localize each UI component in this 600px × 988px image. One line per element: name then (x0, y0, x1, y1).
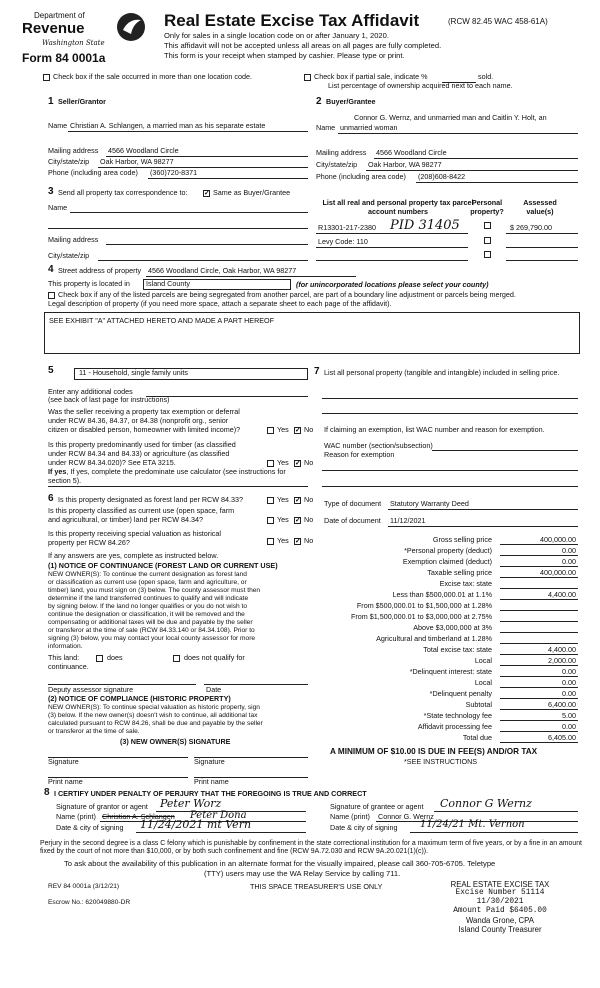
tax-row-line (500, 544, 578, 545)
assessed-value: $ 269,790.00 (510, 223, 552, 232)
personal-property-checkbox-3[interactable] (484, 251, 491, 258)
legal-description-box[interactable] (44, 312, 580, 354)
parcel-col2: Personal property? (470, 198, 504, 216)
s6-q3-line1: Is this property receiving special valuation as historical (48, 529, 221, 538)
seller-mailing-label: Mailing address (48, 146, 99, 155)
tax-row-label: Total due (462, 733, 492, 742)
tax-row-label: *Delinquent interest: state (409, 667, 492, 676)
tax-row-value: 6,400.00 (548, 700, 576, 709)
doc-date-value: 11/12/2021 (390, 516, 426, 525)
q1-line3: citizen or disabled person, homeowner with limited income)? (48, 425, 241, 434)
tax-row-line (500, 643, 578, 644)
tax-row-value: 0.00 (562, 722, 576, 731)
tax-row-line (500, 698, 578, 699)
parcel-handwritten: PID 31405 (390, 218, 460, 233)
seller-heading: Seller/Grantor (58, 97, 106, 106)
dept-line1: Department of (34, 11, 85, 20)
q2-note-line2: section 5). (48, 476, 82, 485)
sold-label: sold. (478, 72, 494, 81)
buyer-heading: Buyer/Grantee (326, 97, 376, 106)
compliance-heading: (2) NOTICE OF COMPLIANCE (HISTORIC PROPERTY) (48, 694, 231, 703)
grantor-name-label: Name (print) (56, 812, 96, 821)
grantee-name-label: Name (print) (330, 812, 370, 821)
section-6-number: 6 (48, 493, 54, 504)
tax-row-label: *Personal property (deduct) (404, 546, 492, 555)
q2-line2: under RCW 84.34 and 84.33) or agriculture (as classified (48, 449, 230, 458)
s6-q2-no-checkbox[interactable]: ✓ (295, 517, 301, 524)
does-label: does (107, 653, 123, 662)
tax-row-line (500, 599, 578, 600)
s6-q2-line1: Is this property classified as current use (open space, farm (48, 506, 235, 515)
section-2-number: 2 (316, 96, 322, 107)
tax-row-line (500, 742, 578, 743)
q2-no-checkbox[interactable]: ✓ (295, 460, 301, 467)
see-instructions: *SEE INSTRUCTIONS (404, 757, 478, 766)
buyer-mailing-label: Mailing address (316, 148, 367, 157)
tax-row-line (500, 665, 578, 666)
compliance-line4: or transferor at the time of sale. (48, 728, 140, 735)
dept-line2: Revenue (22, 20, 85, 37)
rev-number: REV 84 0001a (3/12/21) (48, 883, 120, 890)
s6-q1-yes-checkbox[interactable] (267, 497, 274, 504)
buyer-mailing-value: 4566 Woodland Circle (376, 148, 447, 157)
personal-property-checkbox-1[interactable] (484, 222, 491, 229)
grantor-name-value: Christian A. Schlangen (102, 812, 175, 821)
tax-row-label: Local (474, 656, 492, 665)
q1-yes-checkbox[interactable] (267, 427, 274, 434)
parcel-col1: List all real and personal property tax parcel account numbers (322, 198, 474, 216)
continuance-line6: continue the designation or classification, it will be removed and the (48, 611, 245, 618)
grantor-sig-label: Signature of grantor or agent (56, 802, 148, 811)
doc-type-value: Statutory Warranty Deed (390, 499, 469, 508)
parcel-number: R13301-217-2380 (318, 223, 376, 232)
section-3-number: 3 (48, 186, 54, 197)
seller-city-label: City/state/zip (48, 157, 90, 166)
revenue-logo (20, 8, 150, 68)
s6-q3-no-checkbox[interactable]: ✓ (295, 538, 301, 545)
grantor-date-label: Date & city of signing (56, 823, 124, 832)
buyer-city-value: Oak Harbor, WA 98277 (368, 160, 442, 169)
s6-q2-no-label: No (304, 515, 314, 524)
use-code-value: 11 - Household, single family units (79, 368, 188, 377)
s6-q1-no-checkbox[interactable]: ✓ (295, 497, 301, 504)
buyer-name-line2: unmarried woman (340, 123, 398, 132)
multi-location-checkbox[interactable] (43, 74, 50, 81)
q2-no-label: No (304, 458, 314, 467)
wac-label: WAC number (section/subsection) (324, 441, 433, 450)
tax-row-value: 0.00 (562, 557, 576, 566)
perjury-text: Perjury in the second degree is a class C felony which is punishable by confinement in the state correctional institution for a maximum term of five years, or by a fine in an amount fixed by the court of not more than $10,000, or by both such confinement and fine (RCW 9A.72.030 and RCW 9A.20.021(1)(c)). (40, 840, 582, 855)
q2-yes-label: Yes (277, 458, 289, 467)
form-number: Form 84 0001a (22, 51, 106, 65)
county-value: Island County (146, 279, 190, 288)
multi-location-label: Check box if the sale occurred in more than one location code. (53, 72, 252, 81)
tax-row-label: Excise tax: state (439, 579, 492, 588)
section-5-number: 5 (48, 365, 54, 376)
tax-row-line (500, 632, 578, 633)
s6-q1: Is this property designated as forest land per RCW 84.33? (58, 495, 243, 504)
tax-row-value: 4,400.00 (548, 590, 576, 599)
dept-line3: Washington State (42, 39, 105, 47)
escrow-number: Escrow No.: 620049880-DR (48, 899, 131, 906)
buyer-phone-label: Phone (including area code) (316, 172, 406, 181)
tax-row-label: Taxable selling price (427, 568, 492, 577)
corr-city-label: City/state/zip (48, 251, 90, 260)
q1-no-checkbox[interactable]: ✓ (295, 427, 301, 434)
does-checkbox[interactable] (96, 655, 103, 662)
continuance-word: continuance. (48, 662, 89, 671)
tax-row-line (500, 687, 578, 688)
continuance-line9: signing (3) below, you may contact your local county assessor for more (48, 635, 256, 642)
tax-row-value: 2,000.00 (548, 656, 576, 665)
seller-phone-label: Phone (including area code) (48, 168, 138, 177)
segregated-checkbox[interactable] (48, 292, 55, 299)
s6-q3-no-label: No (304, 536, 314, 545)
doc-date-label: Date of document (324, 516, 381, 525)
tax-row-label: *Delinquent penalty (429, 689, 492, 698)
partial-sale-label: Check box if partial sale, indicate % (314, 72, 428, 81)
s6-if-any: If any answers are yes, complete as instructed below. (48, 551, 219, 560)
exemption-label: If claiming an exemption, list WAC number and reason for exemption. (324, 425, 545, 434)
levy-code: Levy Code: 110 (318, 237, 368, 246)
compliance-line1: NEW OWNER(S): To continue special valuation as historic property, sign (48, 704, 260, 711)
continuance-line5: by signing below. If the land no longer qualifies or you do not wish to (48, 603, 248, 610)
continuance-line3: timber) land, you must sign on (3) below. The county assessor must then (48, 587, 261, 594)
does-not-label: does not qualify for (184, 653, 245, 662)
tax-row-label: Total excise tax: state (423, 645, 492, 654)
tax-row-label: Agricultural and timberland at 1.28% (376, 634, 492, 643)
continuance-line8: or transferor at the time of sale (RCW 84.33.140 or 84.34.108). Prior to (48, 627, 255, 634)
s6-q2-line2: and agricultural, or timber) land per RCW 84.34? (48, 515, 204, 524)
form-statute: (RCW 82.45 WAC 458-61A) (448, 17, 548, 26)
buyer-name-label: Name (316, 123, 336, 132)
tax-row-line (500, 654, 578, 655)
tax-row-line (500, 720, 578, 721)
s6-q3-yes-label: Yes (277, 536, 289, 545)
tax-row-line (500, 588, 578, 589)
use-code-select[interactable] (74, 368, 308, 380)
grantee-signature-hand: Connor G Wernz (440, 797, 532, 810)
tax-row-label: Above $3,000,000 at 3% (413, 623, 492, 632)
tax-row-label: Exemption claimed (deduct) (402, 557, 492, 566)
this-land-label: This land: (48, 653, 80, 662)
county-select[interactable] (143, 279, 291, 290)
grantee-date-label: Date & city of signing (330, 823, 398, 832)
tax-row-value: 400,000.00 (540, 568, 576, 577)
correspondence-label: Send all property tax correspondence to: (58, 188, 188, 197)
continuance-line7: compensating or additional taxes will be due and payable by the seller (48, 619, 253, 626)
alt-format-line1: To ask about the availability of this publication in an alternate format for the visually impaired, please call 360-705-6705. Teletype (64, 859, 496, 868)
q1-line2: under RCW 84.36, 84.37, or 84.38 (nonprofit org., senior (48, 416, 229, 425)
street-value: 4566 Woodland Circle, Oak Harbor, WA 98277 (148, 266, 297, 275)
header-note1: Only for sales in a single location code on or after January 1, 2020. (164, 31, 389, 40)
grantor-date-hand: 11/24/2021 mt Vern (140, 818, 252, 831)
new-owner-sig-heading: (3) NEW OWNER(S) SIGNATURE (120, 737, 231, 746)
tax-row-label: Subtotal (465, 700, 492, 709)
q2-line3: under RCW 84.34.020)? See ETA 3215. (48, 458, 176, 467)
continuance-line1: NEW OWNER(S): To continue the current designation as forest land (48, 571, 247, 578)
additional-codes-note: (see back of last page for instructions) (48, 395, 170, 404)
tax-row-label: *State technology fee (423, 711, 492, 720)
tax-row-line (500, 676, 578, 677)
s6-q2-yes-checkbox[interactable] (267, 517, 274, 524)
stamp-line5: Wanda Grone, CPA (465, 916, 535, 925)
buyer-name-line1: Connor G. Wernz, and unmarried man and Caitlin Y. Holt, an (354, 113, 547, 122)
s6-q1-no-label: No (304, 495, 314, 504)
compliance-line3: calculated pursuant to RCW 84.26, shall be due and payable by the seller (48, 720, 263, 727)
tax-row-label: From $1,500,000.01 to $3,000,000 at 2.75% (350, 612, 492, 621)
stamp-line3: 11/30/2021 (476, 898, 524, 906)
tax-row-line (500, 566, 578, 567)
continuance-line2: or classification as current use (open space, farm and agriculture, or (48, 579, 247, 586)
tax-row-label: Local (474, 678, 492, 687)
buyer-phone-value: (208)608-8422 (418, 172, 466, 181)
stamp-line2: Excise Number 51114 (455, 889, 545, 897)
treasurer-stamp (440, 880, 560, 934)
section-8-number: 8 (44, 787, 50, 798)
tax-row-line (500, 577, 578, 578)
legal-description-text: SEE EXHIBIT "A" ATTACHED HERETO AND MADE A PART HEREOF (49, 316, 275, 325)
s6-q2-yes-label: Yes (277, 515, 289, 524)
header-note3: This form is your receipt when stamped by cashier. Please type or print. (164, 51, 405, 60)
tax-row-value: 5.00 (562, 711, 576, 720)
additional-codes-label: Enter any additional codes (48, 387, 133, 396)
same-as-buyer-label: Same as Buyer/Grantee (213, 188, 291, 197)
section-1-number: 1 (48, 96, 54, 107)
tax-row-label: Less than $500,000.01 at 1.1% (392, 590, 492, 599)
stamp-line6: Island County Treasurer (458, 925, 542, 934)
section7-label: List all personal property (tangible and intangible) included in selling price. (324, 368, 560, 377)
grantee-name-value: Connor G. Wernz (378, 812, 434, 821)
personal-property-checkbox-2[interactable] (484, 237, 491, 244)
tax-row-value: 400,000.00 (540, 535, 576, 544)
parcel-col3: Assessed value(s) (523, 198, 557, 216)
q1-yes-label: Yes (277, 425, 289, 434)
same-as-buyer-checkbox[interactable]: ✓ (204, 190, 210, 197)
certify-heading: I CERTIFY UNDER PENALTY OF PERJURY THAT THE FOREGOING IS TRUE AND CORRECT (54, 789, 367, 798)
q1-no-label: No (304, 425, 314, 434)
treasurer-use: THIS SPACE TREASURER'S USE ONLY (250, 882, 383, 891)
form-title: Real Estate Excise Tax Affidavit (164, 11, 420, 30)
ownership-note: List percentage of ownership acquired next to each name. (328, 81, 513, 90)
legal-label: Legal description of property (if you need more space, attach a separate sheet to each page of the affidavit). (48, 299, 392, 308)
grantor-signature-hand: Peter Worz (160, 797, 222, 810)
corr-name-label: Name (48, 203, 68, 212)
unincorporated-note: (for unincorporated locations please select your county) (296, 280, 489, 289)
q2-line1: Is this property predominantly used for timber (as classified (48, 440, 236, 449)
new-owner-print-label-2: Print name (194, 777, 229, 786)
street-label: Street address of property (58, 266, 142, 275)
tax-row-value: 0.00 (562, 678, 576, 687)
stamp-line4: Amount Paid $6405.00 (453, 907, 547, 915)
seller-name-value: Christian A. Schlangen, a married man as his separate estate (70, 121, 266, 130)
tax-row-label: Gross selling price (432, 535, 492, 544)
s6-q3-line2: property per RCW 84.26? (48, 538, 130, 547)
buyer-city-label: City/state/zip (316, 160, 358, 169)
tax-row-value: 0.00 (562, 689, 576, 698)
seller-city-value: Oak Harbor, WA 98277 (100, 157, 174, 166)
tax-row-line (500, 709, 578, 710)
tax-row-label: Affidavit processing fee (417, 722, 492, 731)
grantee-date-hand: 11/24/21 Mt. Vernon (420, 819, 525, 830)
doc-type-label: Type of document (324, 499, 382, 508)
deputy-date-label: Date (206, 685, 222, 694)
tax-row-value: 6,405.00 (548, 733, 576, 742)
seller-mailing-value: 4566 Woodland Circle (108, 146, 179, 155)
tax-row-line (500, 731, 578, 732)
continuance-line4: determine if the land transferred continues to qualify and will indicate (48, 595, 249, 602)
tax-row-value: 4,400.00 (548, 645, 576, 654)
does-not-checkbox[interactable] (173, 655, 180, 662)
header-note2: This affidavit will not be accepted unless all areas on all pages are fully completed. (164, 41, 442, 50)
section-4-number: 4 (48, 264, 54, 275)
corr-mailing-label: Mailing address (48, 235, 99, 244)
deputy-sig-label: Deputy assessor signature (48, 685, 134, 694)
tax-row-value: 0.00 (562, 546, 576, 555)
tax-row-value: 0.00 (562, 667, 576, 676)
q1-line1: Was the seller receiving a property tax exemption or deferral (48, 407, 240, 416)
seller-phone-value: (360)720-8371 (150, 168, 198, 177)
minimum-notice: A MINIMUM OF $10.00 IS DUE IN FEE(S) AND/OR TAX (330, 747, 538, 756)
continuance-line10: information. (48, 643, 83, 650)
q2-yes-checkbox[interactable] (267, 460, 274, 467)
segregated-label: Check box if any of the listed parcels are being segregated from another parcel, are part of a boundary line adjustment or parcels being merged. (58, 290, 516, 299)
new-owner-sig-label-2: Signature (194, 757, 225, 766)
seller-name-label: Name (48, 121, 68, 130)
s6-q3-yes-checkbox[interactable] (267, 538, 274, 545)
tax-row-line (500, 555, 578, 556)
grantee-sig-label: Signature of grantee or agent (330, 802, 424, 811)
new-owner-print-label-1: Print name (48, 777, 83, 786)
q2-note-line1: If yes, If yes, complete the predominate use calculator (see instructions for (48, 467, 286, 476)
stamp-line1: REAL ESTATE EXCISE TAX (450, 880, 550, 889)
tax-row-label: From $500,000.01 to $1,500,000 at 1.28% (356, 601, 492, 610)
tax-row-line (500, 621, 578, 622)
tax-row-line (500, 610, 578, 611)
section-7-number: 7 (314, 366, 320, 377)
partial-sale-checkbox[interactable] (304, 74, 311, 81)
wa-logo-icon (115, 10, 147, 44)
new-owner-sig-label-1: Signature (48, 757, 79, 766)
s6-q1-yes-label: Yes (277, 495, 289, 504)
reason-label: Reason for exemption (324, 450, 395, 459)
grantor-name-hand: Peter Dona (190, 810, 247, 821)
located-label: This property is located in (48, 279, 130, 288)
continuance-heading: (1) NOTICE OF CONTINUANCE (FOREST LAND OR CURRENT USE) (48, 561, 278, 570)
compliance-line2: (3) below. If the new owner(s) doesn't wish to continue, all additional tax (48, 712, 258, 719)
alt-format-line2: (TTY) users may use the WA Relay Service by calling 711. (204, 869, 401, 878)
